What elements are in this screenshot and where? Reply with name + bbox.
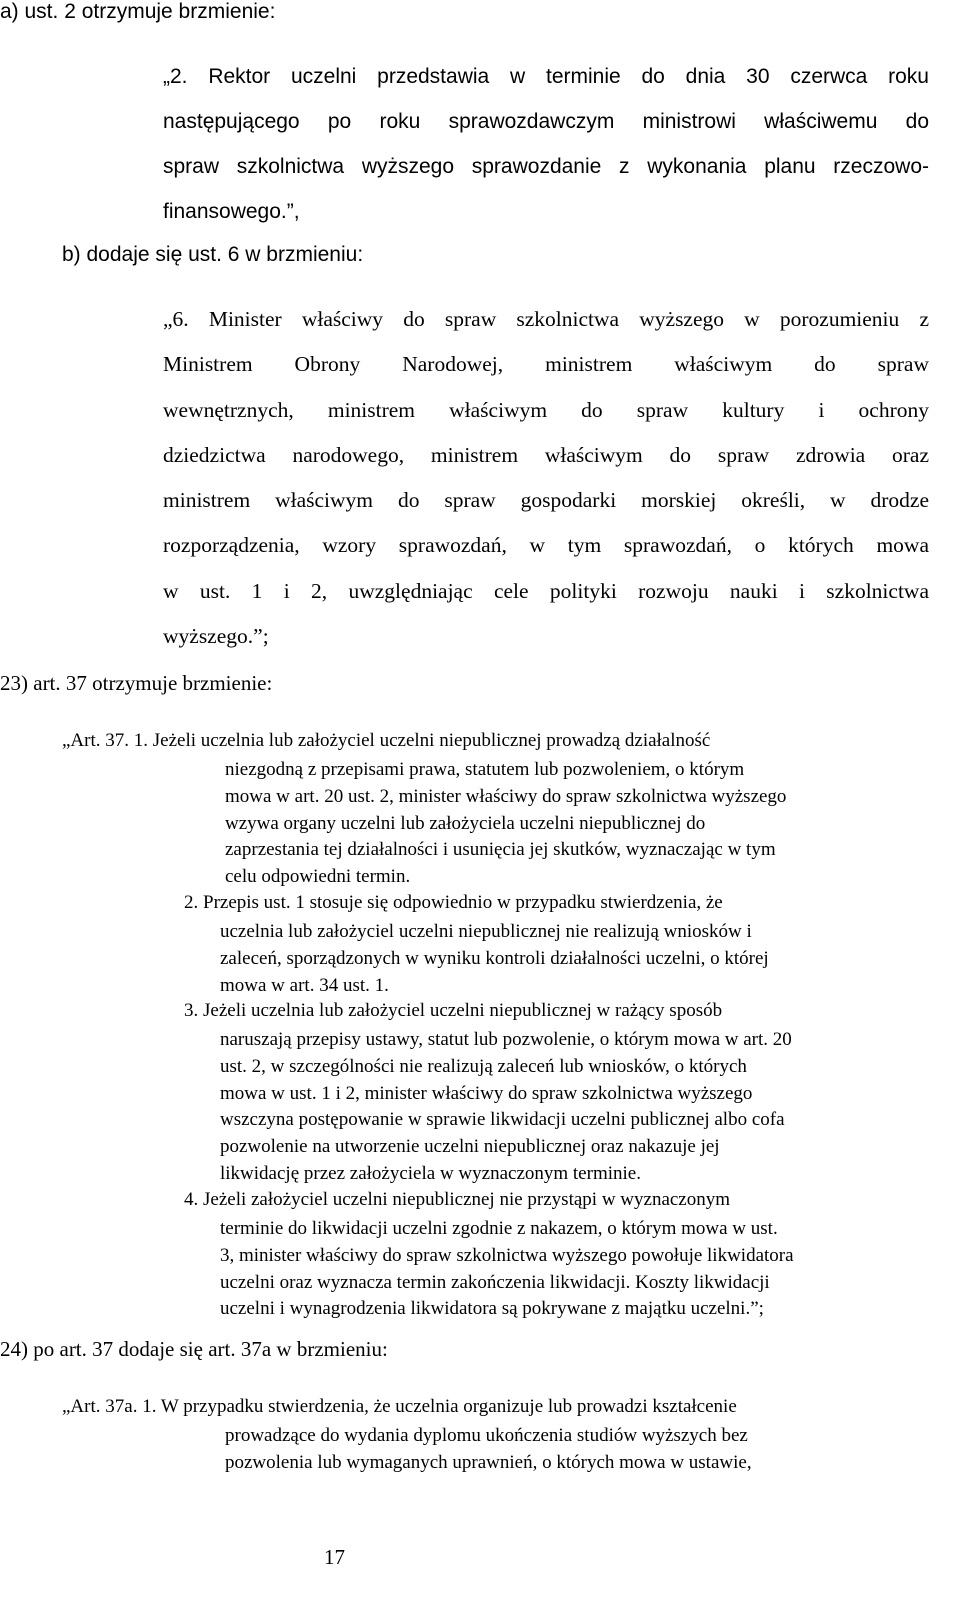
art-37-ust-3-first-line: 3. Jeżeli uczelnia lub założyciel uczelni niepublicznej w rażący sposób — [184, 1000, 723, 1021]
text-line: zaprzestania tej działalności i usunięcia jej skutków, wyznaczając w tym — [225, 839, 776, 861]
text-line: ust. 2, w szczególności nie realizują zaleceń lub wniosków, o których — [220, 1055, 747, 1077]
text-line: uczelni i wynagrodzenia likwidatora są pokrywane z majątku uczelni.”; — [220, 1298, 764, 1320]
art-37-ust-4-first-line: 4. Jeżeli założyciel uczelni niepublicznej nie przystąpi w wyznaczonym — [184, 1189, 731, 1210]
text-line: Ministrem Obrony Narodowej, ministrem właściwym do spraw — [163, 352, 929, 377]
text-line: niezgodną z przepisami prawa, statutem lub pozwoleniem, o którym — [225, 759, 745, 780]
art-37-ust-2 — [220, 919, 900, 999]
text-line: wewnętrznych, ministrem właściwym do spraw kultury i ochrony — [163, 397, 929, 422]
text-line: likwidację przez założyciela w wyznaczonym terminie. — [220, 1162, 641, 1184]
paragraph-ust-6 — [163, 297, 929, 659]
text-line: zaleceń, sporządzonych w wyniku kontroli działalności uczelni, o której — [220, 947, 769, 969]
text-line: naruszają przepisy ustawy, statut lub pozwolenie, o którym mowa w art. 20 — [220, 1029, 792, 1050]
text-line: „6. Minister właściwy do spraw szkolnictwa wyższego w porozumieniu z — [163, 307, 929, 331]
heading-point-24: 24) po art. 37 dodaje się art. 37a w brzmieniu: — [0, 1337, 388, 1361]
text-line: celu odpowiedni termin. — [225, 866, 411, 888]
paragraph-ust-2 — [163, 54, 929, 234]
text-line: uczelni oraz wyznacza termin zakończenia likwidacji. Koszty likwidacji — [220, 1271, 770, 1293]
text-line: mowa w art. 34 ust. 1. — [220, 974, 389, 996]
art-37-ust-1 — [225, 757, 905, 891]
heading-point-23: 23) art. 37 otrzymuje brzmienie: — [0, 671, 273, 695]
text-line: rozporządzenia, wzory sprawozdań, w tym sprawozdań, o których mowa — [163, 533, 929, 558]
art-37a-ust-1 — [225, 1423, 905, 1477]
art-37-ust-3 — [220, 1027, 920, 1188]
text-line: finansowego.”, — [163, 200, 300, 223]
art-37-ust-1-first-line: „Art. 37. 1. Jeżeli uczelnia lub założyciel uczelni niepublicznej prowadzą działalność — [62, 730, 711, 751]
art-37-ust-2-first-line: 2. Przepis ust. 1 stosuje się odpowiednio w przypadku stwierdzenia, że — [184, 892, 723, 913]
text-line: ministrem właściwym do spraw gospodarki morskiej określi, w drodze — [163, 488, 929, 513]
text-line: wzywa organy uczelni lub założyciela uczelni niepublicznej do — [225, 812, 706, 834]
art-37a-ust-1-first-line: „Art. 37a. 1. W przypadku stwierdzenia, że uczelnia organizuje lub prowadzi kształcenie — [62, 1396, 737, 1417]
text-line: „2. Rektor uczelni przedstawia w terminie do dnia 30 czerwca roku — [163, 65, 929, 88]
text-line: w ust. 1 i 2, uwzględniając cele polityki rozwoju nauki i szkolnictwa — [163, 578, 929, 603]
text-line: wyższego.”; — [163, 624, 269, 649]
text-line: terminie do likwidacji uczelni zgodnie z nakazem, o którym mowa w ust. — [220, 1218, 778, 1239]
text-line: prowadzące do wydania dyplomu ukończenia studiów wyższych bez — [225, 1425, 748, 1446]
text-line: mowa w ust. 1 i 2, minister właściwy do spraw szkolnictwa wyższego — [220, 1082, 753, 1104]
text-line: spraw szkolnictwa wyższego sprawozdanie z wykonania planu rzeczowo- — [163, 155, 929, 178]
text-line: następującego po roku sprawozdawczym ministrowi właściwemu do — [163, 110, 929, 133]
text-line: dziedzictwa narodowego, ministrem właściwym do spraw zdrowia oraz — [163, 442, 929, 467]
text-line: mowa w art. 20 ust. 2, minister właściwy do spraw szkolnictwa wyższego — [225, 785, 787, 807]
text-line: uczelnia lub założyciel uczelni niepublicznej nie realizują wniosków i — [220, 921, 752, 942]
heading-b: b) dodaje się ust. 6 w brzmieniu: — [62, 243, 364, 266]
text-line: pozwolenie na utworzenie uczelni niepublicznej oraz nakazuje jej — [220, 1136, 720, 1158]
text-line: 3, minister właściwy do spraw szkolnictwa wyższego powołuje likwidatora — [220, 1244, 794, 1266]
heading-a: a) ust. 2 otrzymuje brzmienie: — [0, 0, 276, 23]
page-number: 17 — [324, 1545, 345, 1569]
art-37-ust-4 — [220, 1216, 920, 1323]
text-line: pozwolenia lub wymaganych uprawnień, o których mowa w ustawie, — [225, 1451, 752, 1473]
text-line: wszczyna postępowanie w sprawie likwidacji uczelni publicznej albo cofa — [220, 1109, 785, 1131]
